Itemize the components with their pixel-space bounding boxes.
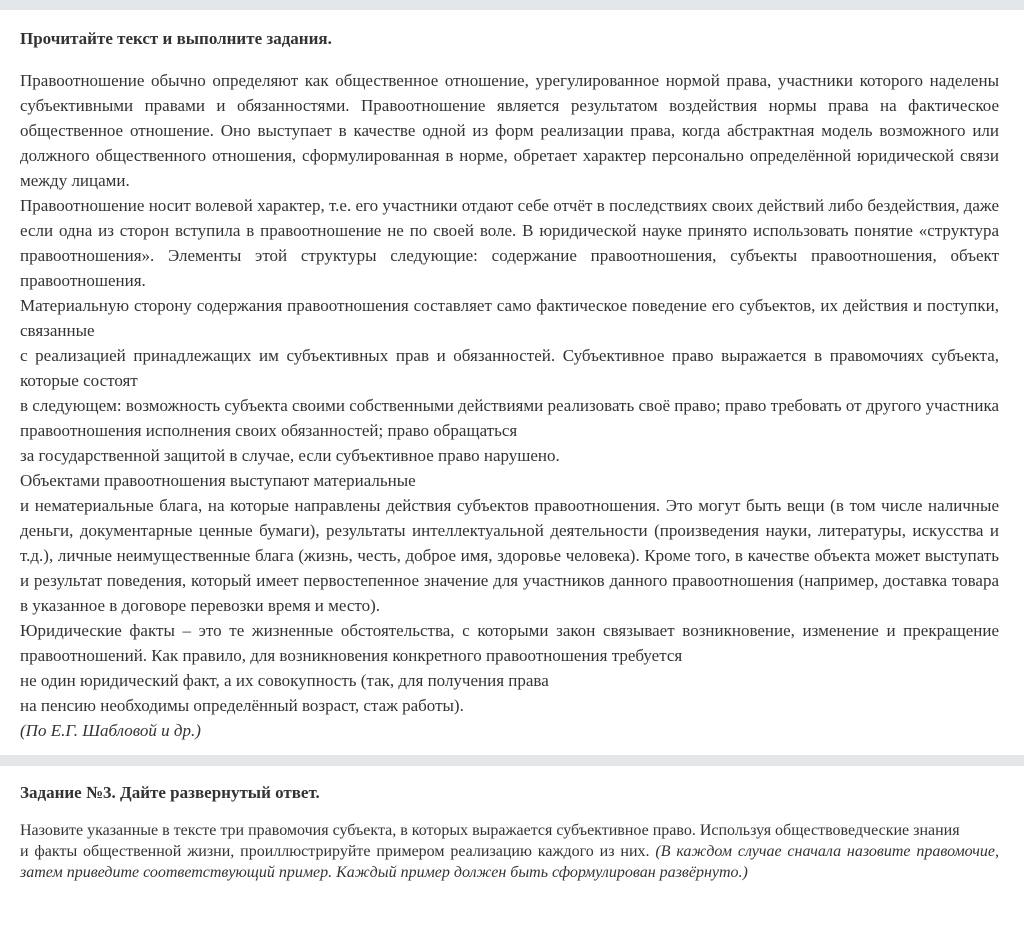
task-text xyxy=(20,820,999,883)
text-source: (По Е.Г. Шабловой и др.) xyxy=(20,721,201,740)
text-paragraph: Объектами правоотношения выступают материальные xyxy=(20,471,416,490)
reading-heading: Прочитайте текст и выполните задания. xyxy=(20,29,332,48)
text-paragraph: на пенсию необходимы определённый возраст, стаж работы). xyxy=(20,696,464,715)
reading-text-card xyxy=(20,10,999,743)
task-line xyxy=(20,841,999,883)
text-paragraph: за государственной защитой в случае, если субъективное право нарушено. xyxy=(20,446,560,465)
text-paragraph: не один юридический факт, а их совокупность (так, для получения права xyxy=(20,671,549,690)
text-paragraph: Правоотношение обычно определяют как общественное отношение, урегулированное нормой права, участники которого наделены субъективными правами и обязанностями. Правоотношение является результатом воздействия нормы права на фактическое общественное отношение. Оно выступает в качестве одной из форм реализации права, когда абстрактная модель возможного или должного общественного отношения, сформулированная в норме, обретает характер персонально определённой юридической связи между лицами. xyxy=(20,71,999,190)
task-line: Назовите указанные в тексте три правомочия субъекта, в которых выражается субъективное право. Используя обществоведческие знания xyxy=(20,822,960,839)
task-card xyxy=(20,766,999,883)
reading-text xyxy=(20,68,999,743)
task-instruction: (В каждом случае сначала назовите правомочие, затем приведите соответствующий пример. Каждый пример должен быть сформулирован развёрнуто.) xyxy=(20,843,1000,881)
text-paragraph: с реализацией принадлежащих им субъективных прав и обязанностей. Субъективное право выражается в правомочиях субъекта, которые состоят xyxy=(20,346,999,390)
task-line-text: и факты общественной жизни, проиллюстрируйте примером реализацию каждого из них. xyxy=(20,843,650,860)
text-paragraph: Материальную сторону содержания правоотношения составляет само фактическое поведение его субъектов, их действия и поступки, связанные xyxy=(20,296,999,340)
text-paragraph: Правоотношение носит волевой характер, т.е. его участники отдают себе отчёт в последствиях своих действий либо бездействия, даже если одна из сторон вступила в правоотношение не по своей воле. В юридической науке принято использовать понятие «структура правоотношения». Элементы этой структуры следующие: содержание правоотношения, субъекты правоотношения, объект правоотношения. xyxy=(20,196,999,290)
text-paragraph: в следующем: возможность субъекта своими собственными действиями реализовать своё право; право требовать от другого участника правоотношения исполнения своих обязанностей; право обращаться xyxy=(20,396,999,440)
task-heading: Задание №3. Дайте развернутый ответ. xyxy=(20,783,320,802)
text-paragraph: Юридические факты – это те жизненные обстоятельства, с которыми закон связывает возникновение, изменение и прекращение правоотношений. Как правило, для возникновения конкретного правоотношения требуется xyxy=(20,621,999,665)
text-paragraph: и нематериальные блага, на которые направлены действия субъектов правоотношения. Это могут быть вещи (в том числе наличные деньги, документарные ценные бумаги), результаты интеллектуальной деятельности (произведения науки, литературы, искусства и т.д.), личные неимущественные блага (жизнь, честь, доброе имя, здоровье человека). Кроме того, в качестве объекта может выступать и результат поведения, который имеет первостепенное значение для участников данного правоотношения (например, доставка товара в указанное в договоре перевозки время и место). xyxy=(20,496,999,615)
section-divider xyxy=(0,755,1024,766)
top-divider xyxy=(0,0,1024,10)
